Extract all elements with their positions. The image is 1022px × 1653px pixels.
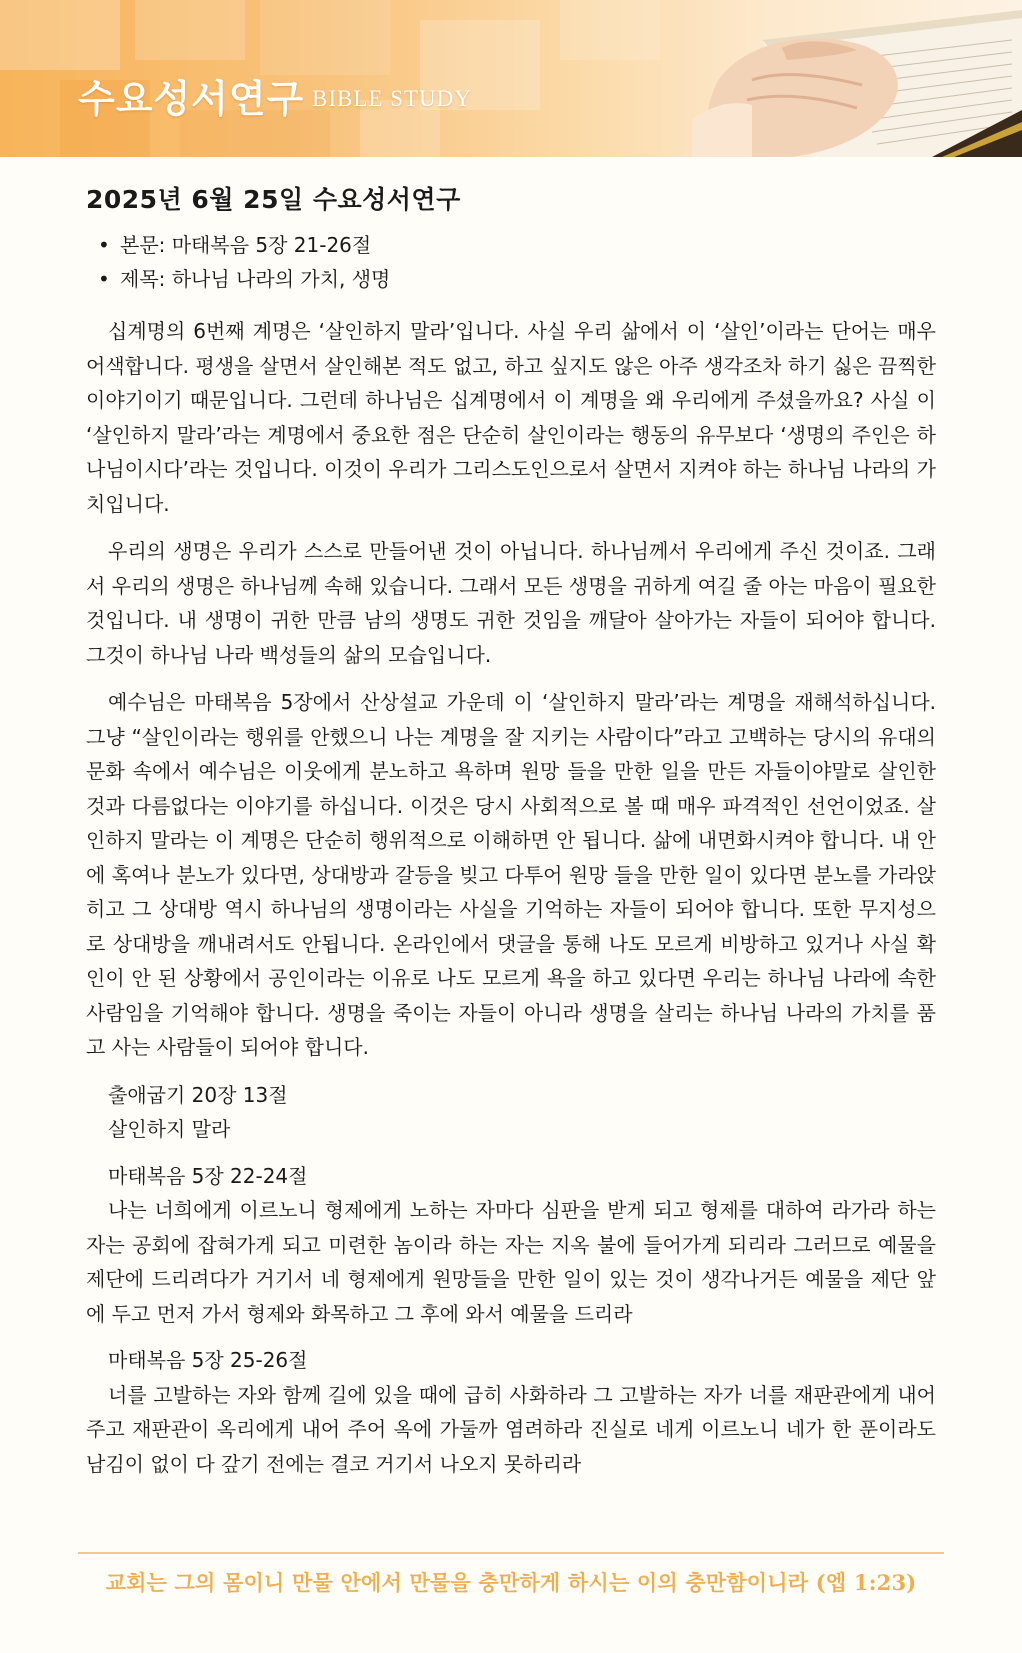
paragraph: 예수님은 마태복음 5장에서 산상설교 가운데 이 ‘살인하지 말라’라는 계명을 재해석하십니다. 그냥 “살인이라는 행위를 안했으니 나는 계명을 잘 지키는 사람이다”라고 고백하는 당시의 유대의 문화 속에서 예수님은 이웃에게 분노하고 욕하며 원망 들을 만한 일을 만든 자들이야말로 살인한 것과 다름없다는 이야기를 하십니다. 이것은 당시 사회적으로 볼 때 매우 파격적인 선언이었죠. 살인하지 말라는 이 계명은 단순히 행위적으로 이해하면 안 됩니다. 삶에 내면화시켜야 합니다. 내 안에 혹여나 분노가 있다면, 상대방과 갈등을 빚고 다투어 원망 들을 만한 일이 있다면 분노를 가라앉히고 그 상대방 역시 하나님의 생명이라는 사실을 기억하는 자들이 되어야 합니다. 또한 무지성으로 상대방을 깨내려서도 안됩니다. 온라인에서 댓글을 통해 나도 모르게 비방하고 있거나 사실 확인이 안 된 상황에서 공인이라는 이유로 나도 모르게 욕을 하고 있다면 우리는 하나님 나라에 속한 사람임을 기억해야 합니다. 생명을 죽이는 자들이 아니라 생명을 살리는 하나님 나라의 가치를 품고 사는 사람들이 되어야 합니다. <box>86 690 936 1059</box>
banner-tile <box>0 0 120 70</box>
scripture-text: 나는 너희에게 이르노니 형제에게 노하는 자마다 심판을 받게 되고 형제를 대하여 라가라 하는 자는 공회에 잡혀가게 되고 미련한 놈이라 하는 자는 지옥 불에 들어가게 되리라 그러므로 예물을 제단에 드리려다가 거기서 네 형제에게 원망들을 만한 일이 있는 것이 생각나거든 예물을 제단 앞에 두고 먼저 가서 형제와 화목하고 그 후에 와서 예물을 드리라 <box>86 1198 936 1326</box>
scripture-reference: 출애굽기 20장 13절 <box>108 1082 288 1107</box>
banner-tile <box>260 0 390 75</box>
article-body <box>86 180 936 1493</box>
scripture-block <box>86 1159 936 1332</box>
scripture-block <box>86 1343 936 1481</box>
scripture-block <box>86 1078 936 1147</box>
header-banner <box>0 0 1022 157</box>
banner-title: 수요성서연구 <box>78 77 305 121</box>
scripture-reference: 마태복음 5장 22-24절 <box>108 1163 308 1188</box>
meta-item-text <box>86 228 936 262</box>
meta-text: 본문: 마태복음 5장 21-26절 <box>120 233 372 257</box>
scripture-text: 살인하지 말라 <box>108 1117 231 1141</box>
footer-verse: 교회는 그의 몸이니 만물 안에서 만물을 충만하게 하시는 이의 충만함이니라 (엡 1:23) <box>105 1570 917 1595</box>
scripture-text: 너를 고발하는 자와 함께 길에 있을 때에 급히 사화하라 그 고발하는 자가 너를 재판관에게 내어 주고 재판관이 옥리에게 내어 주어 옥에 가둘까 염려하라 진실로 네게 이르노니 네가 한 푼이라도 남김이 없이 다 갚기 전에는 결코 거기서 나오지 못하리라 <box>86 1382 936 1476</box>
scripture-reference: 마태복음 5장 25-26절 <box>108 1348 308 1372</box>
page-title: 2025년 6월 25일 수요성서연구 <box>86 185 461 214</box>
paragraph: 십계명의 6번째 계명은 ‘살인하지 말라’입니다. 사실 우리 삶에서 이 ‘살인’이라는 단어는 매우 어색합니다. 평생을 살면서 살인해본 적도 없고, 하고 싶지도 않은 아주 생각조차 하기 싫은 끔찍한 이야기이기 때문입니다. 그런데 하나님은 십계명에서 이 계명을 왜 우리에게 주셨을까요? 사실 이 ‘살인하지 말라’라는 계명에서 중요한 점은 단순히 살인이라는 행동의 유무보다 ‘생명의 주인은 하나님이시다’라는 것입니다. 이것이 우리가 그리스도인으로서 살면서 지켜야 하는 하나님 나라의 가치입니다. <box>86 319 936 516</box>
meta-text: 제목: 하나님 나라의 가치, 생명 <box>120 267 391 291</box>
banner-tile <box>135 0 245 60</box>
banner-tile <box>560 0 660 60</box>
meta-list <box>86 228 936 296</box>
bullet-icon: • <box>98 233 110 257</box>
footer-divider <box>78 1552 944 1554</box>
bullet-icon: • <box>98 267 110 291</box>
meta-item-title <box>86 262 936 296</box>
bible-hands-illustration <box>692 0 1022 157</box>
banner-subtitle: BIBLE STUDY <box>312 86 472 111</box>
paragraph: 우리의 생명은 우리가 스스로 만들어낸 것이 아닙니다. 하나님께서 우리에게 주신 것이죠. 그래서 우리의 생명은 하나님께 속해 있습니다. 그래서 모든 생명을 귀하게 여길 줄 아는 마음이 필요한 것입니다. 내 생명이 귀한 만큼 남의 생명도 귀한 것임을 깨달아 살아가는 자들이 되어야 합니다. 그것이 하나님 나라 백성들의 삶의 모습입니다. <box>86 539 936 667</box>
